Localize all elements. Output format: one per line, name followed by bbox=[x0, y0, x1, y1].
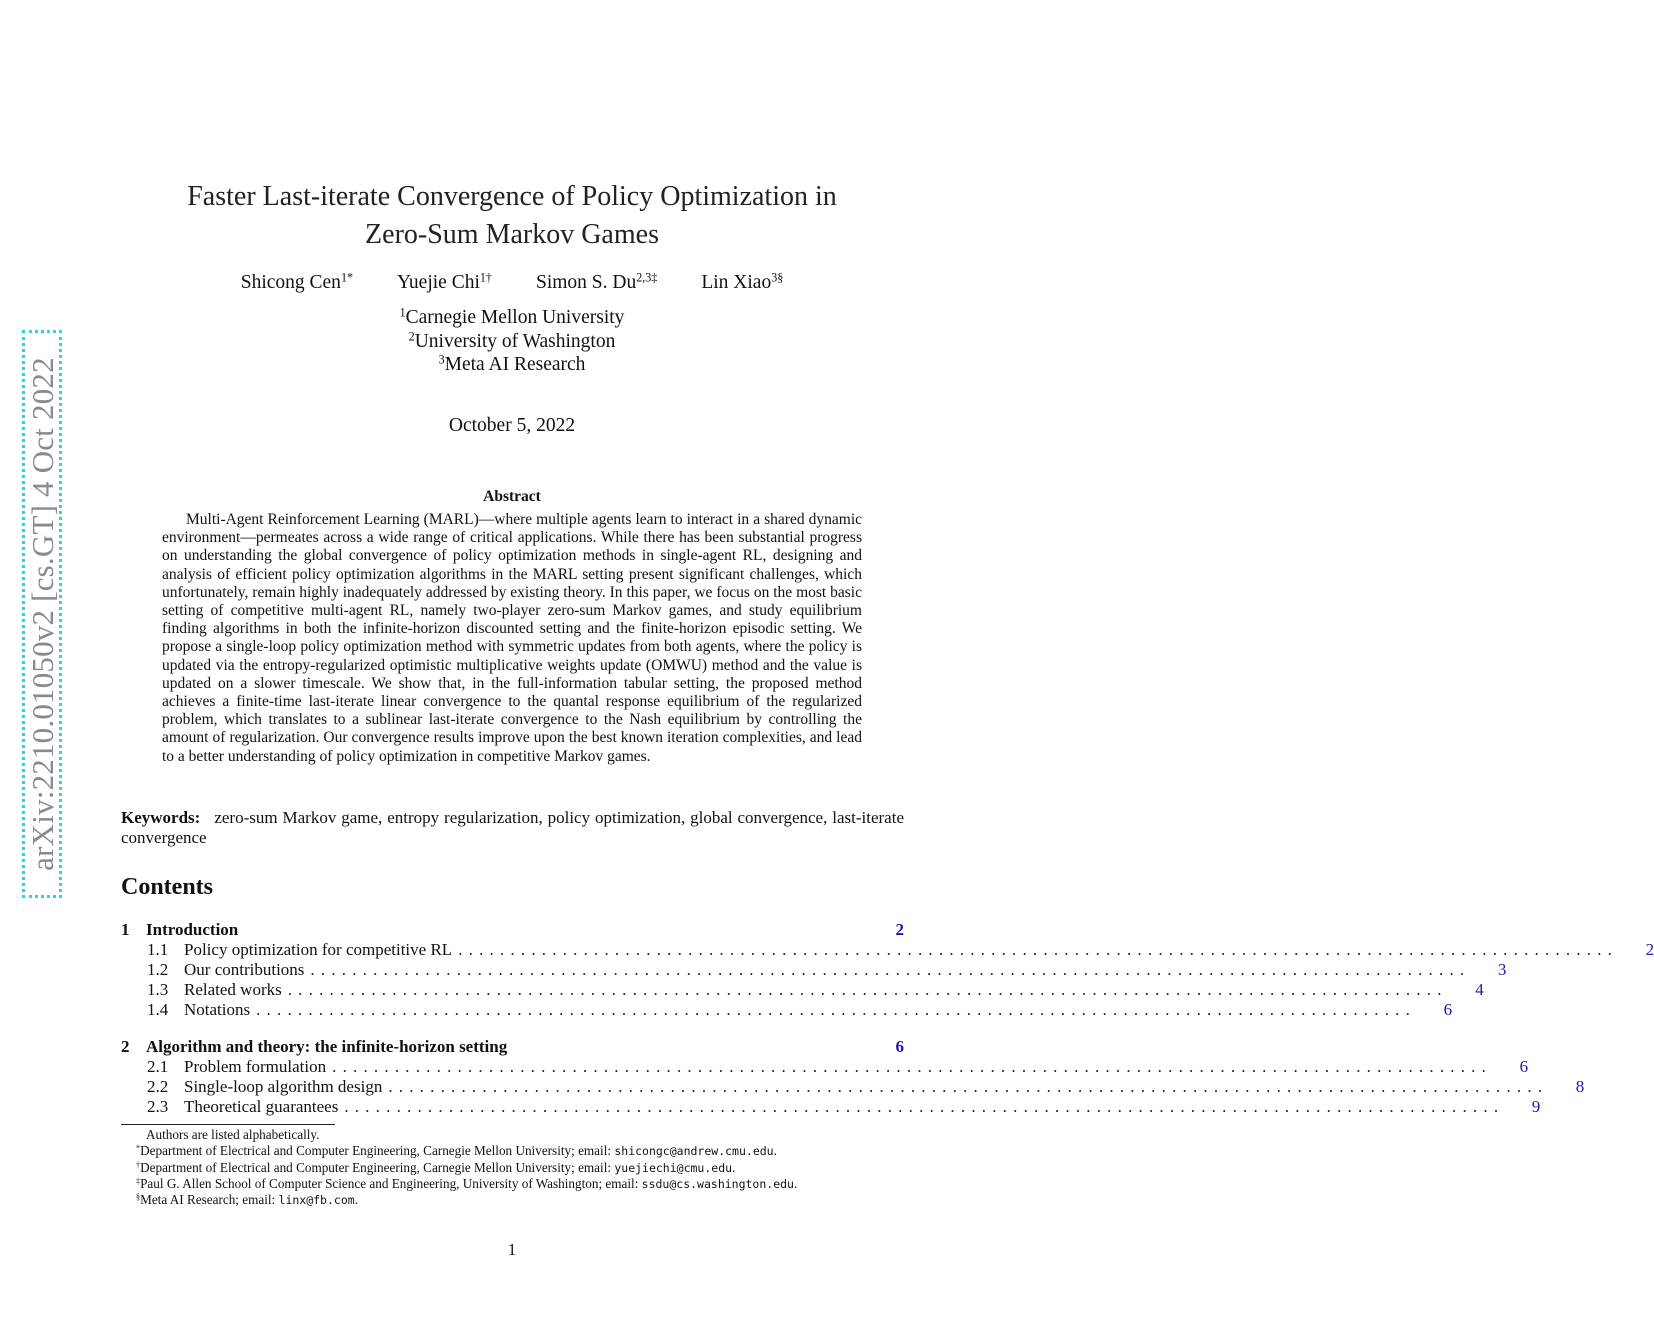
toc-page-link[interactable]: 2 bbox=[895, 920, 904, 939]
email-link[interactable]: linx@fb.com bbox=[278, 1193, 355, 1208]
abstract-heading: Abstract bbox=[483, 488, 541, 505]
arxiv-stamp[interactable]: arXiv:2210.01050v2 [cs.GT] 4 Oct 2022 bbox=[25, 357, 60, 871]
keywords-text: zero-sum Markov game, entropy regularization, policy optimization, global convergence, last-iterate convergence bbox=[121, 808, 904, 847]
footnote-section: §Meta AI Research; email: linx@fb.com. bbox=[136, 1192, 358, 1208]
footnote-alphabetical: Authors are listed alphabetically. bbox=[146, 1127, 320, 1142]
footnote-double-dagger: ‡Paul G. Allen School of Computer Science and Engineering, University of Washington; email: ssdu@cs.washington.edu. bbox=[136, 1175, 798, 1191]
page-number: 1 bbox=[507, 1240, 517, 1259]
toc-subsection-number: 1.1 bbox=[147, 940, 169, 959]
toc-subsection-entry[interactable] bbox=[121, 940, 1654, 960]
toc-page-link[interactable]: 4 bbox=[1475, 980, 1484, 999]
author-mark: 1† bbox=[479, 270, 492, 285]
toc-subsection-entry[interactable] bbox=[121, 1000, 1453, 1020]
toc-section-title: Introduction bbox=[146, 920, 239, 939]
toc-subsection-entry[interactable] bbox=[121, 1097, 1541, 1117]
toc-page-link[interactable]: 6 bbox=[1443, 1000, 1453, 1019]
toc-leader-dots: ............................................................................................................... bbox=[332, 1057, 1493, 1076]
toc-subsection-number: 1.2 bbox=[147, 960, 169, 979]
toc-subsection-number: 1.3 bbox=[147, 980, 169, 999]
affiliation bbox=[150, 353, 874, 377]
toc-subsection-number: 1.4 bbox=[147, 1000, 169, 1019]
email-link[interactable]: yuejiechi@cmu.edu bbox=[614, 1160, 733, 1175]
toc-subsection-number: 2.1 bbox=[147, 1057, 169, 1076]
toc-page-link[interactable]: 3 bbox=[1497, 960, 1507, 979]
toc-subsection-entry[interactable] bbox=[121, 1057, 1529, 1077]
toc-section-number: 2 bbox=[121, 1037, 130, 1056]
author bbox=[536, 272, 657, 294]
toc-leader-dots: ............................................................................................................... bbox=[287, 980, 1448, 999]
affiliation-mark: 2 bbox=[408, 328, 415, 343]
toc-subsection-title: Related works bbox=[184, 980, 282, 999]
footnote-rule bbox=[121, 1124, 335, 1125]
author-name: Simon S. Du bbox=[535, 272, 637, 293]
toc-section-number: 1 bbox=[121, 920, 130, 939]
toc-leader-dots: ............................................................................................................... bbox=[310, 960, 1471, 979]
toc-page-link[interactable]: 6 bbox=[895, 1037, 904, 1056]
toc-subsection-entry[interactable] bbox=[121, 960, 1507, 980]
toc-subsection-entry[interactable] bbox=[121, 1077, 1585, 1097]
toc-section-title: Algorithm and theory: the infinite-horizon setting bbox=[146, 1037, 508, 1056]
affiliation bbox=[150, 330, 874, 354]
toc-subsection-title: Problem formulation bbox=[184, 1057, 327, 1076]
toc-subsection-entry[interactable] bbox=[121, 980, 1484, 1000]
footnote-text: Paul G. Allen School of Computer Science and Engineering, University of Washington; email: bbox=[140, 1175, 642, 1191]
author bbox=[397, 272, 492, 294]
toc-subsection-title: Policy optimization for competitive RL bbox=[184, 940, 453, 959]
footnote-star: *Department of Electrical and Computer Engineering, Carnegie Mellon University; email: shicongc@andrew.cmu.edu. bbox=[136, 1143, 777, 1159]
title-line-1: Faster Last-iterate Convergence of Policy Optimization in bbox=[187, 181, 837, 212]
affiliation bbox=[150, 306, 874, 330]
abstract-text: Multi-Agent Reinforcement Learning (MARL)—where multiple agents learn to interact in a shared dynamic environment—permeates across a wide range of critical applications. While there has been substantial progress on understanding the global convergence of policy optimization methods in single-agent RL, designing and analysis of efficient policy optimization algorithms in the MARL setting present significant challenges, which unfortunately, remain highly inadequately addressed by existing theory. In this paper, we focus on the most basic setting of competitive multi-agent RL, namely two-player zero-sum Markov games, and study equilibrium finding algorithms in both the infinite-horizon discounted setting and the finite-horizon episodic setting. We propose a single-loop policy optimization method with symmetric updates from both agents, where the policy is updated via the entropy-regularized optimistic multiplicative weights update (OMWU) method and the value is updated on a slower timescale. We show that, in the full-information tabular setting, the proposed method achieves a finite-time last-iterate linear convergence to the quantal response equilibrium of the regularized problem, which translates to a sublinear last-iterate convergence to the Nash equilibrium by controlling the amount of regularization. Our convergence results improve upon the best known iteration complexities, and lead to a better understanding of policy optimization in competitive Markov games. bbox=[162, 511, 862, 765]
email-link[interactable]: ssdu@cs.washington.edu bbox=[641, 1176, 794, 1191]
toc-subsection-title: Notations bbox=[184, 1000, 251, 1019]
toc-page-link[interactable]: 2 bbox=[1645, 940, 1654, 959]
paper-title bbox=[150, 178, 874, 254]
toc-section-entry[interactable] bbox=[121, 920, 904, 940]
author-mark: 2,3‡ bbox=[636, 270, 658, 285]
toc-page-link[interactable]: 9 bbox=[1531, 1097, 1541, 1116]
toc-leader-dots: ............................................................................................................... bbox=[256, 1000, 1417, 1019]
toc-section bbox=[121, 1037, 1585, 1117]
keywords-label: Keywords: bbox=[121, 808, 201, 827]
author-mark: 1* bbox=[340, 270, 354, 285]
affiliation-name: Carnegie Mellon University bbox=[405, 307, 625, 328]
toc-page-link[interactable]: 8 bbox=[1575, 1077, 1585, 1096]
toc-leader-dots: ............................................................................................................... bbox=[388, 1077, 1549, 1096]
author bbox=[241, 272, 353, 294]
author-mark: 3§ bbox=[771, 270, 784, 285]
toc-subsection-title: Our contributions bbox=[184, 960, 305, 979]
title-line-2: Zero-Sum Markov Games bbox=[365, 219, 659, 250]
paper-date: October 5, 2022 bbox=[448, 415, 576, 436]
footnote-dagger: †Department of Electrical and Computer Engineering, Carnegie Mellon University; email: yuejiechi@cmu.edu. bbox=[136, 1159, 736, 1175]
toc-section bbox=[121, 920, 1654, 1020]
toc-subsection-number: 2.2 bbox=[147, 1077, 169, 1096]
author-list bbox=[150, 272, 874, 294]
affiliations bbox=[150, 306, 874, 377]
author-name: Lin Xiao bbox=[701, 272, 772, 293]
keywords bbox=[121, 808, 904, 848]
footnote-text: Department of Electrical and Computer Engineering, Carnegie Mellon University; email: bbox=[140, 1143, 615, 1159]
toc-leader-dots: ............................................................................................................... bbox=[458, 940, 1619, 959]
toc-page-link[interactable]: 6 bbox=[1519, 1057, 1529, 1076]
toc-subsection-title: Theoretical guarantees bbox=[184, 1097, 339, 1116]
author bbox=[701, 272, 783, 294]
footnote-text: Meta AI Research; email: bbox=[140, 1192, 279, 1208]
toc-leader-dots: ............................................................................................................... bbox=[344, 1097, 1505, 1116]
affiliation-mark: 3 bbox=[438, 352, 445, 367]
author-name: Shicong Cen bbox=[240, 272, 341, 293]
affiliation-name: Meta AI Research bbox=[444, 354, 586, 375]
toc-subsection-number: 2.3 bbox=[147, 1097, 169, 1116]
affiliation-mark: 1 bbox=[399, 305, 406, 320]
footnote-text: Department of Electrical and Computer Engineering, Carnegie Mellon University; email: bbox=[140, 1159, 615, 1175]
contents-heading: Contents bbox=[121, 874, 214, 900]
footnotes bbox=[136, 1127, 916, 1208]
email-link[interactable]: shicongc@andrew.cmu.edu bbox=[614, 1144, 774, 1159]
toc-subsection-title: Single-loop algorithm design bbox=[184, 1077, 383, 1096]
author-name: Yuejie Chi bbox=[397, 272, 480, 293]
affiliation-name: University of Washington bbox=[414, 330, 616, 352]
toc-section-entry[interactable] bbox=[121, 1037, 904, 1057]
